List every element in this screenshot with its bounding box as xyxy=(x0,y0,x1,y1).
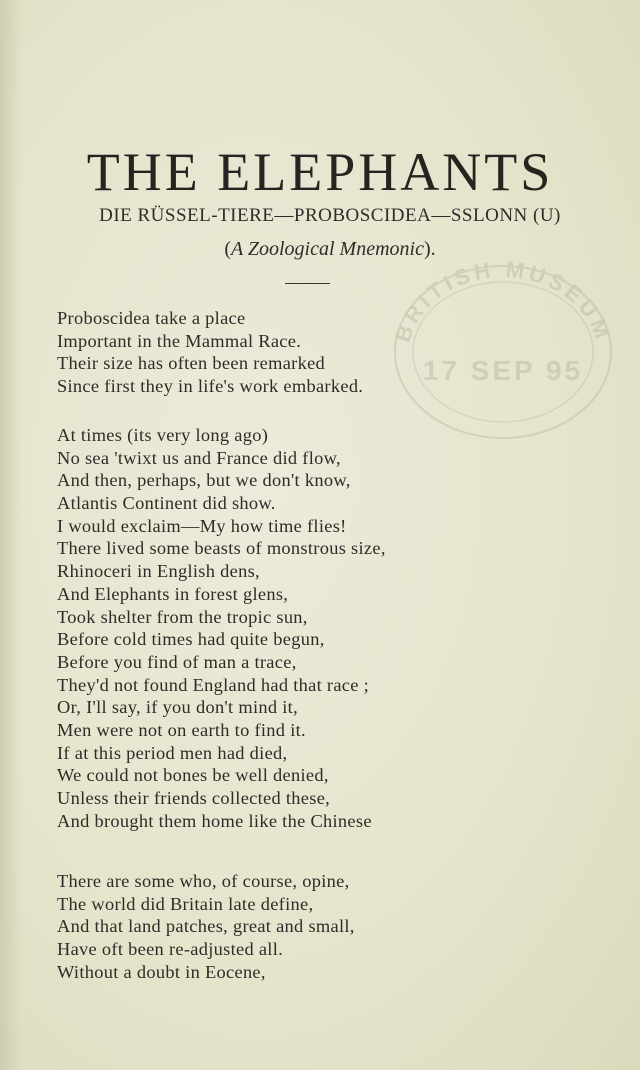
verse-line: At times (its very long ago) xyxy=(57,425,269,445)
verse-line: No sea 'twixt us and France did flow, xyxy=(57,447,341,468)
verse-line: Have oft been re-adjusted all. xyxy=(57,939,284,960)
verse-line: Or, I'll say, if you don't mind it, xyxy=(57,697,298,718)
verse-line: Atlantis Continent did show. xyxy=(57,493,276,514)
stanza-3 xyxy=(57,870,355,983)
mnemonic-text: A Zoological Mnemonic xyxy=(231,238,424,260)
verse-line: If at this period men had died, xyxy=(57,742,288,763)
verse-line: And brought them home like the Chinese xyxy=(57,810,372,831)
verse-line: There are some who, of course, opine, xyxy=(57,871,350,891)
verse-line: Before cold times had quite begun, xyxy=(57,629,325,650)
verse-line: I would exclaim—My how time flies! xyxy=(57,515,347,536)
svg-text:BRITISH MUSEUM xyxy=(390,257,616,346)
verse-line: Important in the Mammal Race. xyxy=(57,330,302,351)
verse-line: Their size has often been remarked xyxy=(57,353,326,374)
verse-line: They'd not found England had that race ; xyxy=(57,674,370,695)
verse-line: Proboscidea take a place xyxy=(57,308,246,328)
title-divider xyxy=(285,283,330,284)
mnemonic-open-paren: ( xyxy=(224,238,232,260)
museum-stamp xyxy=(378,252,628,442)
page-subtitle: DIE RÜSSEL-TIERE—PROBOSCIDEA—SSLONN (U) xyxy=(99,205,561,226)
stamp-ring-text: BRITISH MUSEUM xyxy=(389,256,617,346)
verse-line: Unless their friends collected these, xyxy=(57,788,331,808)
verse-line: And Elephants in forest glens, xyxy=(57,583,289,604)
stamp-date-text: 17 SEP 95 xyxy=(422,355,584,386)
verse-line: There lived some beasts of monstrous size, xyxy=(57,538,386,559)
verse-line: And that land patches, great and small, xyxy=(57,916,355,937)
verse-line: Men were not on earth to find it. xyxy=(57,719,306,740)
verse-line: Rhinoceri in English dens, xyxy=(57,561,260,582)
verse-line: Without a doubt in Eocene, xyxy=(57,961,266,982)
verse-line: The world did Britain late define, xyxy=(57,893,314,914)
verse-line: Took shelter from the tropic sun, xyxy=(57,606,308,627)
mnemonic-caption xyxy=(0,236,640,262)
verse-line: And then, perhaps, but we don't know, xyxy=(57,470,351,491)
verse-line: We could not bones be well denied, xyxy=(57,765,329,786)
stanza-1 xyxy=(57,307,363,398)
mnemonic-close-paren: ). xyxy=(423,238,436,260)
page-title: THE ELEPHANTS xyxy=(86,142,554,202)
verse-line: Since first they in life's work embarked. xyxy=(57,376,364,397)
verse-line: Before you find of man a trace, xyxy=(57,651,297,672)
stanza-2 xyxy=(57,424,386,832)
